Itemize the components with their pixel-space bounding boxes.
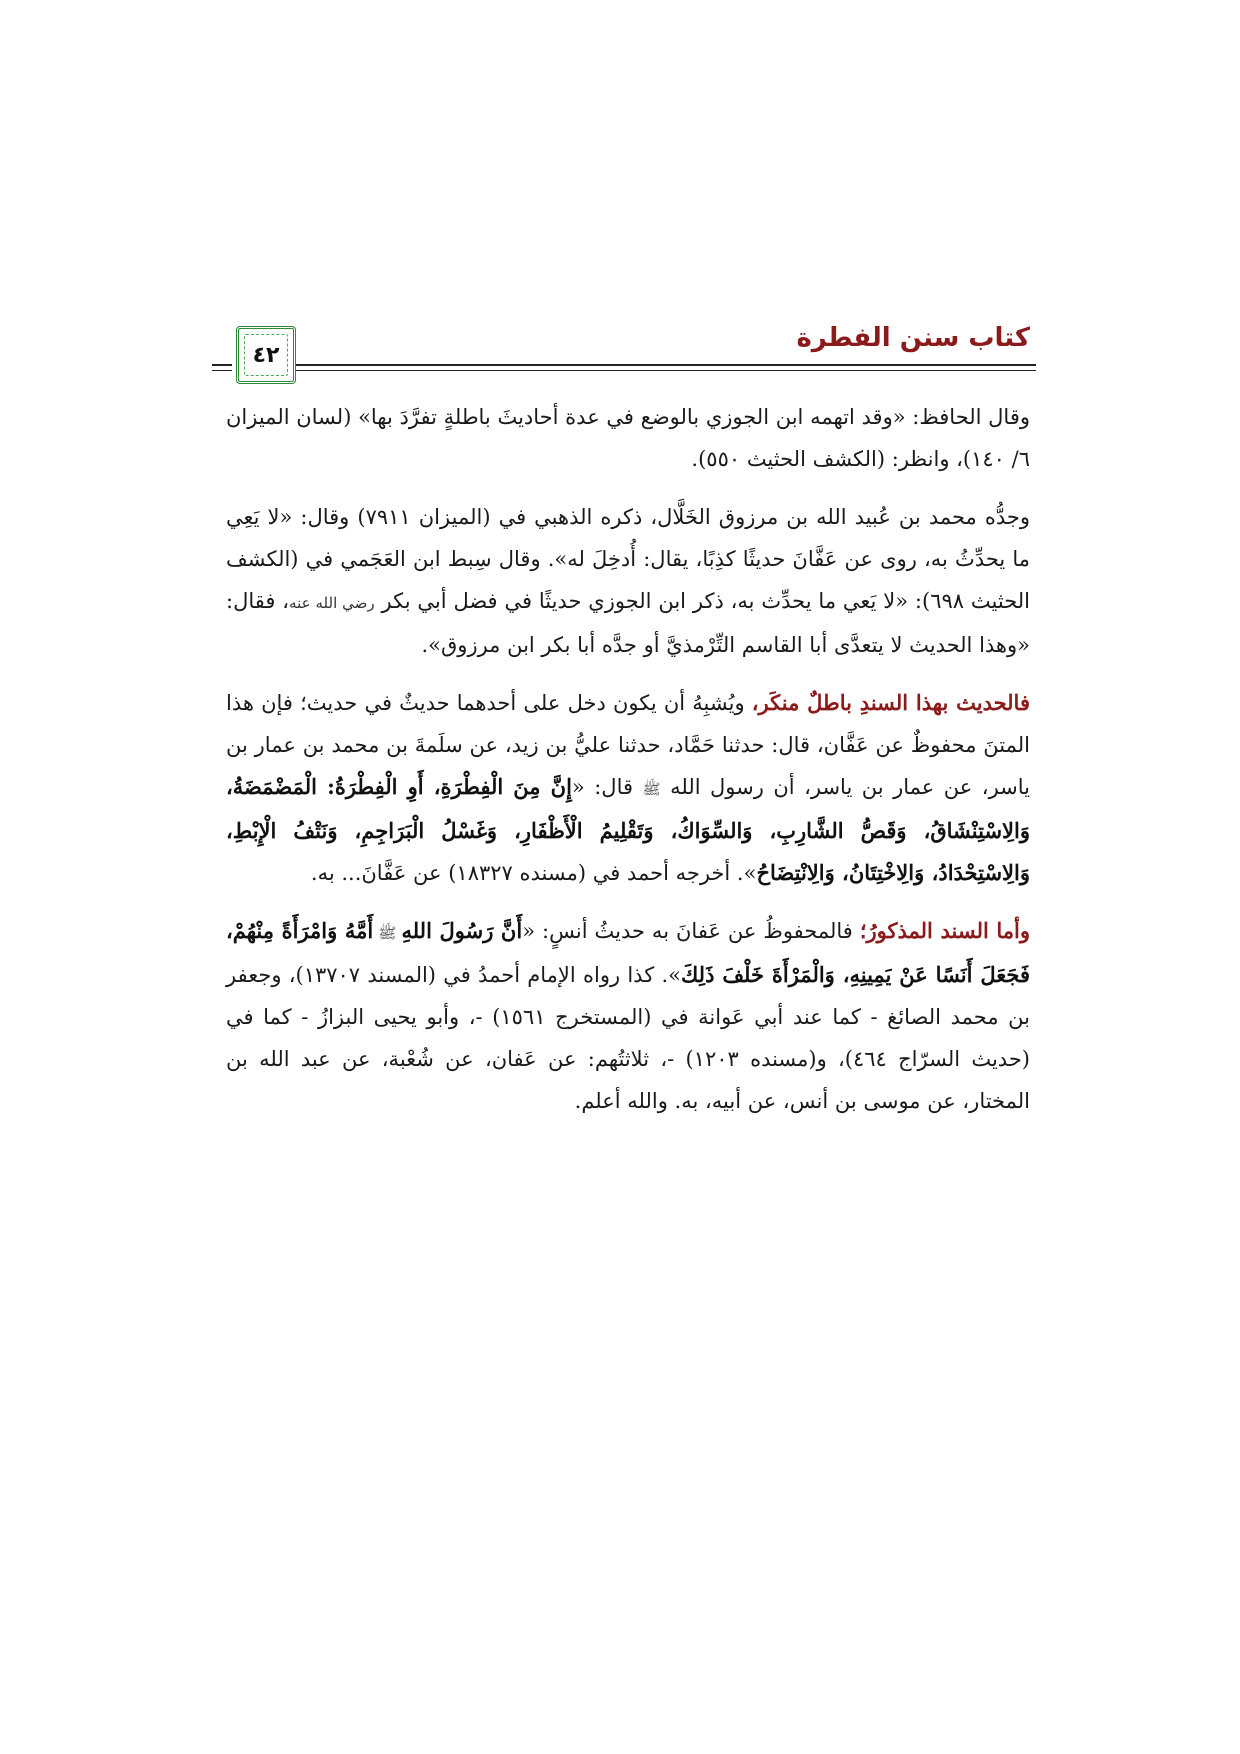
header-dash-bottom bbox=[212, 370, 232, 371]
header-dash-top bbox=[212, 364, 232, 366]
page-number: ٤٢ bbox=[252, 342, 280, 368]
paragraph-text: ». أخرجه أحمد في (مسنده ١٨٣٢٧) عن عَفَّانَ... به. bbox=[310, 861, 757, 885]
book-title: كتاب سنن الفطرة bbox=[796, 323, 1030, 353]
page-number-badge bbox=[236, 326, 296, 384]
paragraph bbox=[226, 496, 1030, 666]
paragraph-text: وقال الحافظ: «وقد اتهمه ابن الجوزي بالوضع في عدة أحاديثَ باطلةٍ تفرَّدَ بها» (لسان الميزان ٦/ ١٤٠)، وانظر: (الكشف الحثيث ٥٥٠). bbox=[226, 405, 1030, 471]
hadith-text: أَنَّ رَسُولَ اللهِ bbox=[401, 918, 523, 943]
hadith-text: إِنَّ مِنَ الْفِطْرَةِ، أَوِ الْفِطْرَةُ: الْمَضْمَضَةُ، وَالِاسْتِنْشَاقُ، وَقَصُّ الشَّارِبِ، وَالسِّوَاكُ، وَتَقْلِيمُ الْأَظْفَارِ، وَغَسْلُ الْبَرَاجِمِ، وَنَتْفُ الْإِبْطِ، وَالِاسْتِحْدَادُ، وَالِاخْتِتَانُ، وَالِانْتِضَاحُ bbox=[226, 774, 1030, 885]
header-rule-thick bbox=[236, 364, 1036, 366]
paragraph bbox=[226, 682, 1030, 894]
hadith-text: أَمَّهُ وَامْرَأَةً مِنْهُمْ، فَجَعَلَ أَنَسًا عَنْ يَمِينِهِ، وَالْمَرْأَةَ خَلْفَ ذَلِكَ bbox=[226, 918, 1031, 987]
main-text bbox=[226, 396, 1030, 1138]
highlighted-heading: فالحديث بهذا السندِ باطلٌ منكَر، bbox=[751, 690, 1030, 715]
paragraph-text: ، فقال: «وهذا الحديث لا يتعدَّى أبا القاسم التِّرْمذيَّ أو جدَّه أبا بكر ابن مرزوق». bbox=[226, 589, 1030, 657]
page-header bbox=[236, 318, 1036, 388]
honorific-glyph: ﷺ bbox=[373, 924, 402, 942]
highlighted-heading: وأما السند المذكورُ؛ bbox=[859, 918, 1031, 943]
paragraph-text: قال: « bbox=[571, 775, 643, 799]
honorific-glyph: رضي الله عنه bbox=[289, 594, 375, 612]
paragraph-text: ويُشبِهُ أن يكون دخل على أحدهما حديثٌ في حديث؛ فإن هذا المتنَ محفوظٌ عن عَفَّان، قال: حدثنا حَمَّاد، حدثنا عليُّ بن زيد، عن سلَمةَ بن محمد بن عمار بن ياسر، عن عمار بن ياسر، أن رسول الله bbox=[226, 691, 1030, 799]
paragraph bbox=[226, 910, 1030, 1122]
paragraph-text: ». كذا رواه الإمام أحمدُ في (المسند ١٣٧٠٧)، وجعفر بن محمد الصائغ - كما عند أبي عَوانة في (المستخرج ١٥٦١) -، وأبو يحيى البزازُ - كما في (حديث السرّاج ٤٦٤)، و(مسنده ١٢٠٣) -، ثلاثتُهم: عن عَفان، عن شُعْبة، عن عبد الله بن المختار، عن موسى بن أنس، عن أبيه، به. والله أعلم. bbox=[226, 963, 1030, 1113]
paragraph-text: وجدُّه محمد بن عُبيد الله بن مرزوق الخَلَّال، ذكره الذهبي في (الميزان ٧٩١١) وقال: «لا يَعِي ما يحدِّثُ به، روى عن عَفَّانَ حديثًا كذِبًا، يقال: أُدخِلَ له». وقال سِبط ابن العَجَمي في (الكشف الحثيث ٦٩٨): «لا يَعي ما يحدِّث به، ذكر ابن الجوزي حديثًا في فضل أبي بكر bbox=[226, 505, 1030, 613]
header-rule-thin bbox=[236, 370, 1036, 371]
honorific-glyph: ﷺ bbox=[642, 780, 661, 798]
paragraph-text: فالمحفوظُ عن عَفانَ به حديثُ أنسٍ: « bbox=[522, 919, 860, 943]
paragraph bbox=[226, 396, 1030, 480]
